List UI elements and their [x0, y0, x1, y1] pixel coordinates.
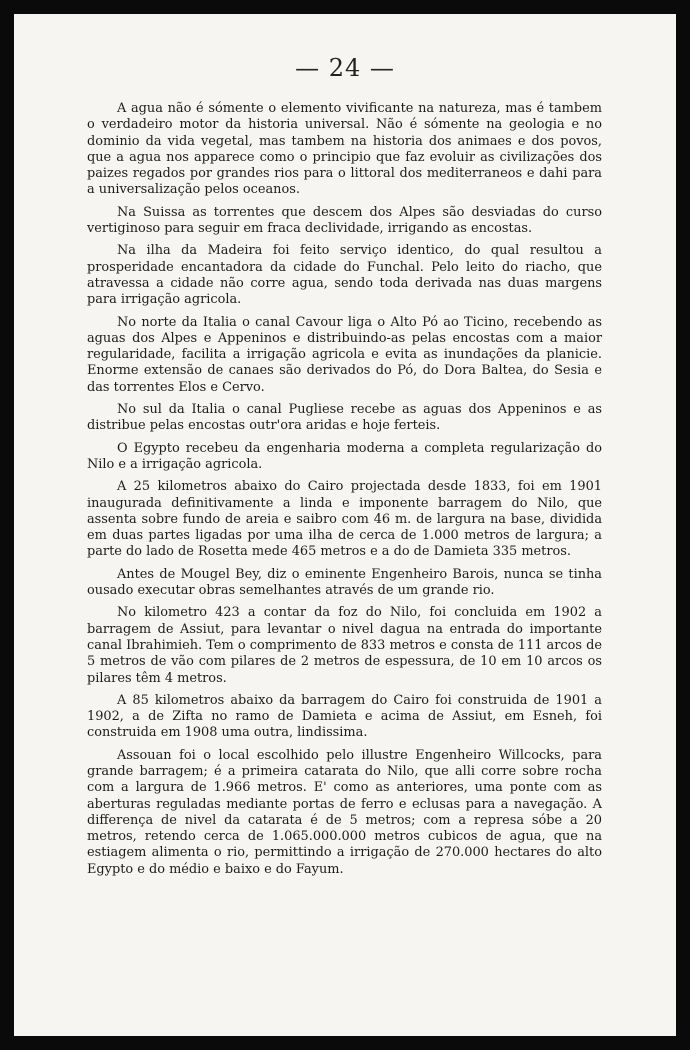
- paragraph-assouan: Assouan foi o local escolhido pelo illustre Engenheiro Willcocks, para grande barragem; é a primeira catarata do Nilo, que alli corre sobre rocha com a largura de 1.966 metros. E' como as anteriores, uma ponte com as aberturas reguladas mediante portas de ferro e eclusas para a navegação. A differença de nivel da catarata é de 5 metros; com a represa sóbe a 20 metros, retendo cerca de 1.065.000.000 metros cubicos de agua, que na estiagem alimenta o rio, permittindo a irrigação de 270.000 hectares do alto Egypto e do médio e baixo e do Fayum.: [87, 747, 602, 877]
- book-page: [14, 14, 676, 1036]
- paragraph-zifta: A 85 kilometros abaixo da barragem do Cairo foi construida de 1901 a 1902, a de Zifta no ramo de Damieta e acima de Assiut, em Esneh, foi construida em 1908 uma outra, lindissima.: [87, 692, 602, 741]
- paragraph-south-italy: No sul da Italia o canal Pugliese recebe as aguas dos Appeninos e as distribue pelas encostas outr'ora aridas e hoje ferteis.: [87, 402, 602, 434]
- paragraph-switzerland: Na Suissa as torrentes que descem dos Alpes são desviadas do curso vertiginoso para seguir em fraca declividade, irrigando as encostas.: [87, 204, 602, 237]
- paragraph-north-italy: No norte da Italia o canal Cavour liga o Alto Pó ao Ticino, recebendo as aguas dos Alpes e Appeninos e distribuindo-as pelas encostas com a maior regularidade, facilita a irrigação agricola e evita as inundações da planicie. Enorme extensão de canaes são derivados do Pó, do Dora Baltea, do Sesia e das torrentes Elos e Cervo.: [87, 314, 602, 395]
- paragraph-assiut: No kilometro 423 a contar da foz do Nilo, foi concluida em 1902 a barragem de Assiut, para levantar o nivel dagua na entrada do importante canal Ibrahimieh. Tem o comprimento de 833 metros e consta de 111 arcos de 5 metros de vão com pilares de 2 metros de espessura, de 10 em 10 arcos os pilares têm 4 metros.: [87, 605, 602, 686]
- paragraph-water: A agua não é sómente o elemento vivificante na natureza, mas é tambem o verdadeiro motor da historia universal. Não é sómente na geologia e no dominio da vida vegetal, mas tambem na historia dos animaes e dos povos, que a agua nos apparece como o principio que faz evoluir as civilizações dos paizes regados por grandes rios para o littoral dos mediterraneos e dahi para a universalização pelos oceanos.: [87, 101, 602, 198]
- paragraph-egypt: O Egypto recebeu da engenharia moderna a completa regularização do Nilo e a irrigação agricola.: [87, 440, 602, 472]
- paragraph-mougel-bey: Antes de Mougel Bey, diz o eminente Engenheiro Barois, nunca se tinha ousado executar obras semelhantes através de um grande rio.: [87, 566, 602, 599]
- paragraph-madeira: Na ilha da Madeira foi feito serviço identico, do qual resultou a prosperidade encantadora da cidade do Funchal. Pelo leito do riacho, que atravessa a cidade não corre agua, sendo toda derivada nas duas margens para irrigação agricola.: [87, 243, 602, 308]
- page-number: — 24 —: [295, 54, 395, 82]
- paragraph-cairo-dam: A 25 kilometros abaixo do Cairo projectada desde 1833, foi em 1901 inaugurada definitivamente a linda e imponente barragem do Nilo, que assenta sobre fundo de areia e saibro com 46 m. de largura na base, dividida em duas partes ligadas por uma ilha de cerca de 1.000 metros de largura; a parte do lado de Rosetta mede 465 metros e a do de Damieta 335 metros.: [87, 479, 602, 560]
- body-text: [87, 101, 602, 884]
